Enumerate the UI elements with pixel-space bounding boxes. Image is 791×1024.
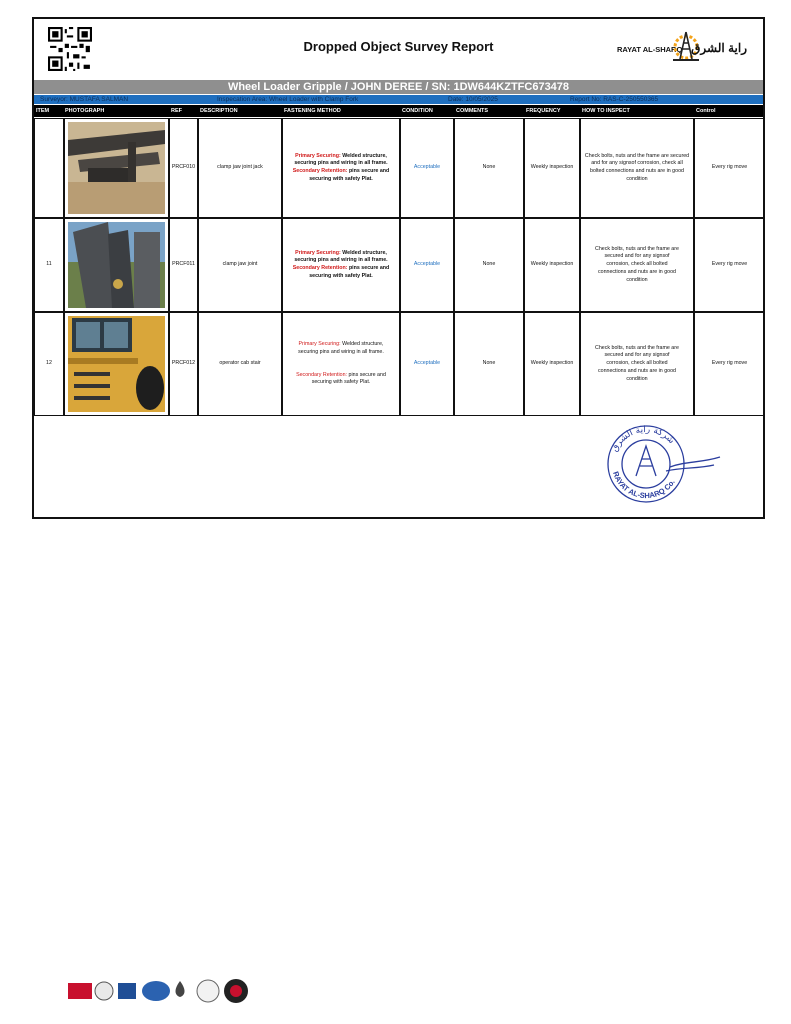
stamp-text-bottom: RAYAT AL-SHARQ Co. — [611, 470, 677, 501]
item-cell: 12 — [34, 312, 64, 416]
condition-cell: Acceptable — [400, 218, 454, 312]
table-row — [34, 118, 763, 218]
description-cell: clamp jaw joint — [198, 218, 282, 312]
col-frequency: FREQUENCY — [526, 108, 561, 114]
secondary-label: Secondary Retention: — [296, 371, 348, 378]
report-header — [34, 19, 763, 79]
how-to-inspect-cell: Check bolts, nuts and the frame are secured and for any signsof corrosion, check all bolted connections and nuts are in good condition — [580, 118, 694, 218]
certification-logo-icon — [118, 983, 136, 999]
photo-clamp-jaw-joint-jack[interactable] — [68, 122, 165, 214]
certification-logo-icon — [68, 983, 92, 999]
surveyor-label: Surveyor: MUSTAFA SALMAN — [40, 96, 129, 103]
condition-cell: Acceptable — [400, 312, 454, 416]
fastening-cell — [282, 118, 400, 218]
photo-operator-cab-stair[interactable] — [68, 316, 165, 412]
col-description: DESCRIPTION — [200, 108, 238, 114]
photo-cell — [64, 118, 169, 218]
certification-logo-icon — [142, 981, 170, 1001]
drops-icon — [176, 981, 185, 997]
stamp-text-top: شركة راية الشرق — [609, 424, 677, 454]
report-frame — [32, 17, 765, 519]
col-item: ITEM — [36, 108, 50, 114]
frequency-cell: Weekly inspection — [524, 312, 580, 416]
report-number-label: Report No: RAS-C-250550365 — [570, 96, 659, 103]
date-label: Date: 10/05/2025 — [448, 96, 498, 103]
primary-label: Primary Securing: — [295, 249, 341, 256]
equipment-banner: Wheel Loader Gripple / JOHN DEREE / SN: 1DW644KZTFC673478 — [34, 80, 763, 94]
photo-clamp-jaw-joint[interactable] — [68, 222, 165, 308]
primary-text: Welded structure, securing pins and wiring in all frame. — [298, 340, 384, 355]
col-fastening-method: FASTENING METHOD — [284, 108, 341, 114]
col-how-to-inspect: HOW TO INSPECT — [582, 108, 630, 114]
col-control: Control — [696, 108, 716, 114]
frequency-cell: Weekly inspection — [524, 118, 580, 218]
ref-cell: PRCF012 — [169, 312, 198, 416]
description-cell: clamp jaw joint jack — [198, 118, 282, 218]
control-cell: Every rig move — [694, 218, 765, 312]
svg-text:شركة راية الشرق — [610, 425, 676, 454]
secondary-text: pins secure and securing with safety Plat. — [309, 265, 390, 279]
condition-cell: Acceptable — [400, 118, 454, 218]
certification-logo-icon — [197, 980, 219, 1002]
frequency-cell: Weekly inspection — [524, 218, 580, 312]
table-header — [34, 105, 763, 117]
bureau-veritas-icon — [95, 982, 113, 1000]
description-cell: operator cab stair — [198, 312, 282, 416]
secondary-label: Secondary Retention: — [292, 265, 348, 271]
control-cell: Every rig move — [694, 118, 765, 218]
comments-cell: None — [454, 218, 524, 312]
col-comments: COMMENTS — [456, 108, 489, 114]
certification-logos — [68, 977, 258, 1005]
comments-cell: None — [454, 312, 524, 416]
secondary-text: pins secure and securing with safety Plat. — [309, 168, 390, 182]
primary-text: Welded structure, securing pins and wiring in all frame. — [294, 249, 388, 264]
control-cell: Every rig move — [694, 312, 765, 416]
company-logo — [617, 29, 747, 69]
how-to-inspect-cell: Check bolts, nuts and the frame are secured and for any signsof corrosion, check all bolted connections and nuts are in good condition — [580, 312, 694, 416]
fastening-cell — [282, 218, 400, 312]
company-stamp — [596, 421, 724, 507]
photo-cell — [64, 312, 169, 416]
inspection-area-label: Inspecation Area: Wheel Loader with Clamp Fork — [217, 96, 359, 103]
ref-cell: PRCF011 — [169, 218, 198, 312]
table-row — [34, 312, 763, 416]
item-cell: 11 — [34, 218, 64, 312]
primary-label: Primary Securing: — [298, 340, 341, 347]
photo-cell — [64, 218, 169, 312]
info-bar — [34, 95, 763, 104]
col-ref: REF — [171, 108, 182, 114]
item-cell — [34, 118, 64, 218]
secondary-text: pins secure and securing with safety Plat. — [311, 371, 386, 386]
secondary-label: Secondary Retention: — [292, 168, 348, 174]
report-title: Dropped Object Survey Report — [303, 39, 494, 54]
ref-cell: PRCF010 — [169, 118, 198, 218]
logo-text-ar: راية الشرق — [691, 41, 747, 55]
primary-label: Primary Securing: — [295, 152, 341, 159]
primary-text: Welded structure, securing pins and wiring in all frame. — [294, 152, 388, 167]
logo-text-en: RAYAT AL-SHARQ — [617, 45, 683, 54]
how-to-inspect-cell: Check bolts, nuts and the frame are secured and for any signsof corrosion, check all bolted connections and nuts are in good condition — [580, 218, 694, 312]
table-row — [34, 218, 763, 312]
col-photograph: PHOTOGRAPH — [65, 108, 105, 114]
fastening-cell — [282, 312, 400, 416]
col-condition: CONDITION — [402, 108, 433, 114]
comments-cell: None — [454, 118, 524, 218]
